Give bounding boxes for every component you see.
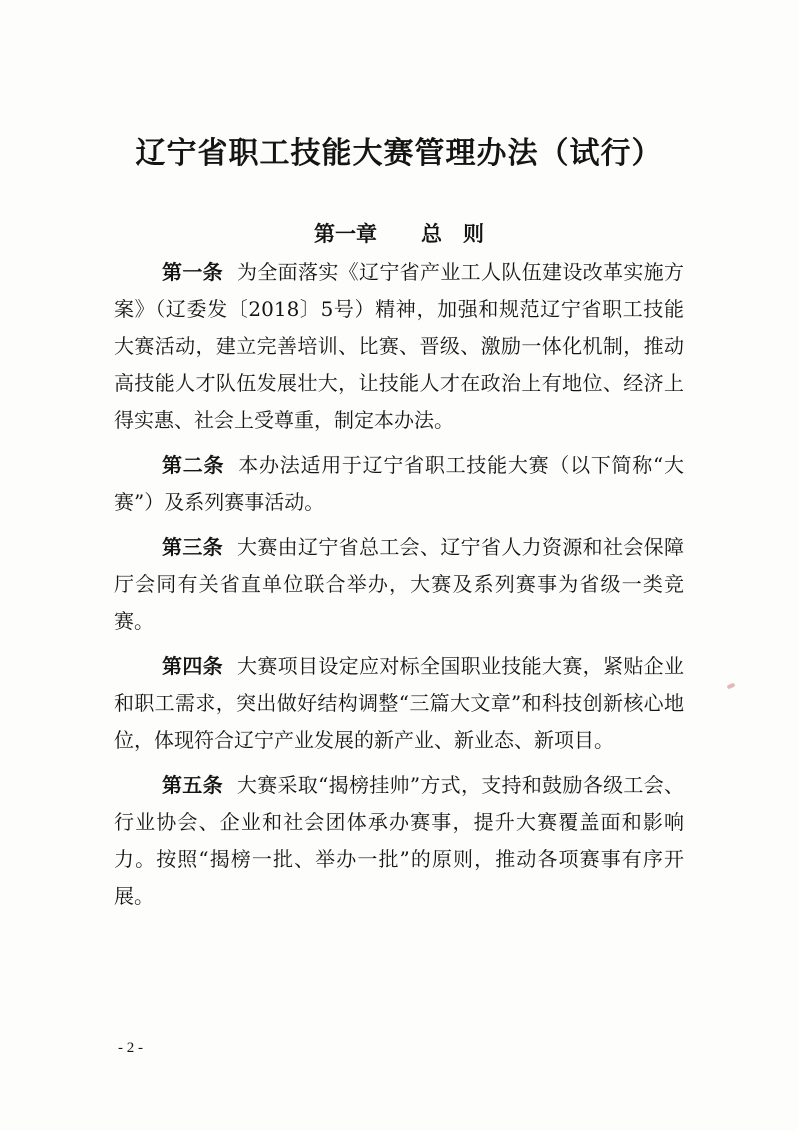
article-head: 第二条 — [162, 453, 225, 477]
article-text: 为全面落实《辽宁省产业工人队伍建设改革实施方案》（辽委发〔2018〕5号）精神，加强和规范辽宁省职工技能大赛活动，建立完善培训、比赛、晋级、激励一体化机制，推动高技能人才队伍发展壮大，让技能人才在政治上有地位、经济上得实惠、社会上受尊重，制定本办法。 — [114, 260, 684, 432]
article-text: 本办法适用于辽宁省职工技能大赛（以下简称“大赛”）及系列赛事活动。 — [114, 453, 685, 514]
article-head: 第四条 — [162, 654, 223, 678]
article-1 — [114, 254, 684, 439]
document-body — [114, 254, 684, 923]
article-2 — [114, 447, 684, 521]
article-head: 第一条 — [162, 260, 223, 284]
ink-speck — [727, 682, 736, 689]
article-head: 第三条 — [162, 535, 223, 559]
article-3 — [114, 529, 684, 640]
chapter-heading — [0, 218, 798, 248]
article-head: 第五条 — [162, 773, 223, 797]
article-text: 大赛采取“揭榜挂帅”方式，支持和鼓励各级工会、行业协会、企业和社会团体承办赛事，提升大赛覆盖面和影响力。按照“揭榜一批、举办一批”的原则，推动各项赛事有序开展。 — [114, 773, 684, 908]
article-4 — [114, 648, 684, 759]
chapter-number: 第一章 — [314, 222, 377, 246]
article-text: 大赛由辽宁省总工会、辽宁省人力资源和社会保障厅会同有关省直单位联合举办，大赛及系列赛事为省级一类竞赛。 — [114, 535, 684, 633]
chapter-name: 总 则 — [421, 222, 484, 246]
document-title: 辽宁省职工技能大赛管理办法（试行） — [135, 136, 663, 171]
page-number: - 2 - — [118, 1040, 143, 1056]
article-5 — [114, 767, 684, 915]
article-text: 大赛项目设定应对标全国职业技能大赛，紧贴企业和职工需求，突出做好结构调整“三篇大文章”和科技创新核心地位，体现符合辽宁产业发展的新产业、新业态、新项目。 — [114, 654, 684, 752]
